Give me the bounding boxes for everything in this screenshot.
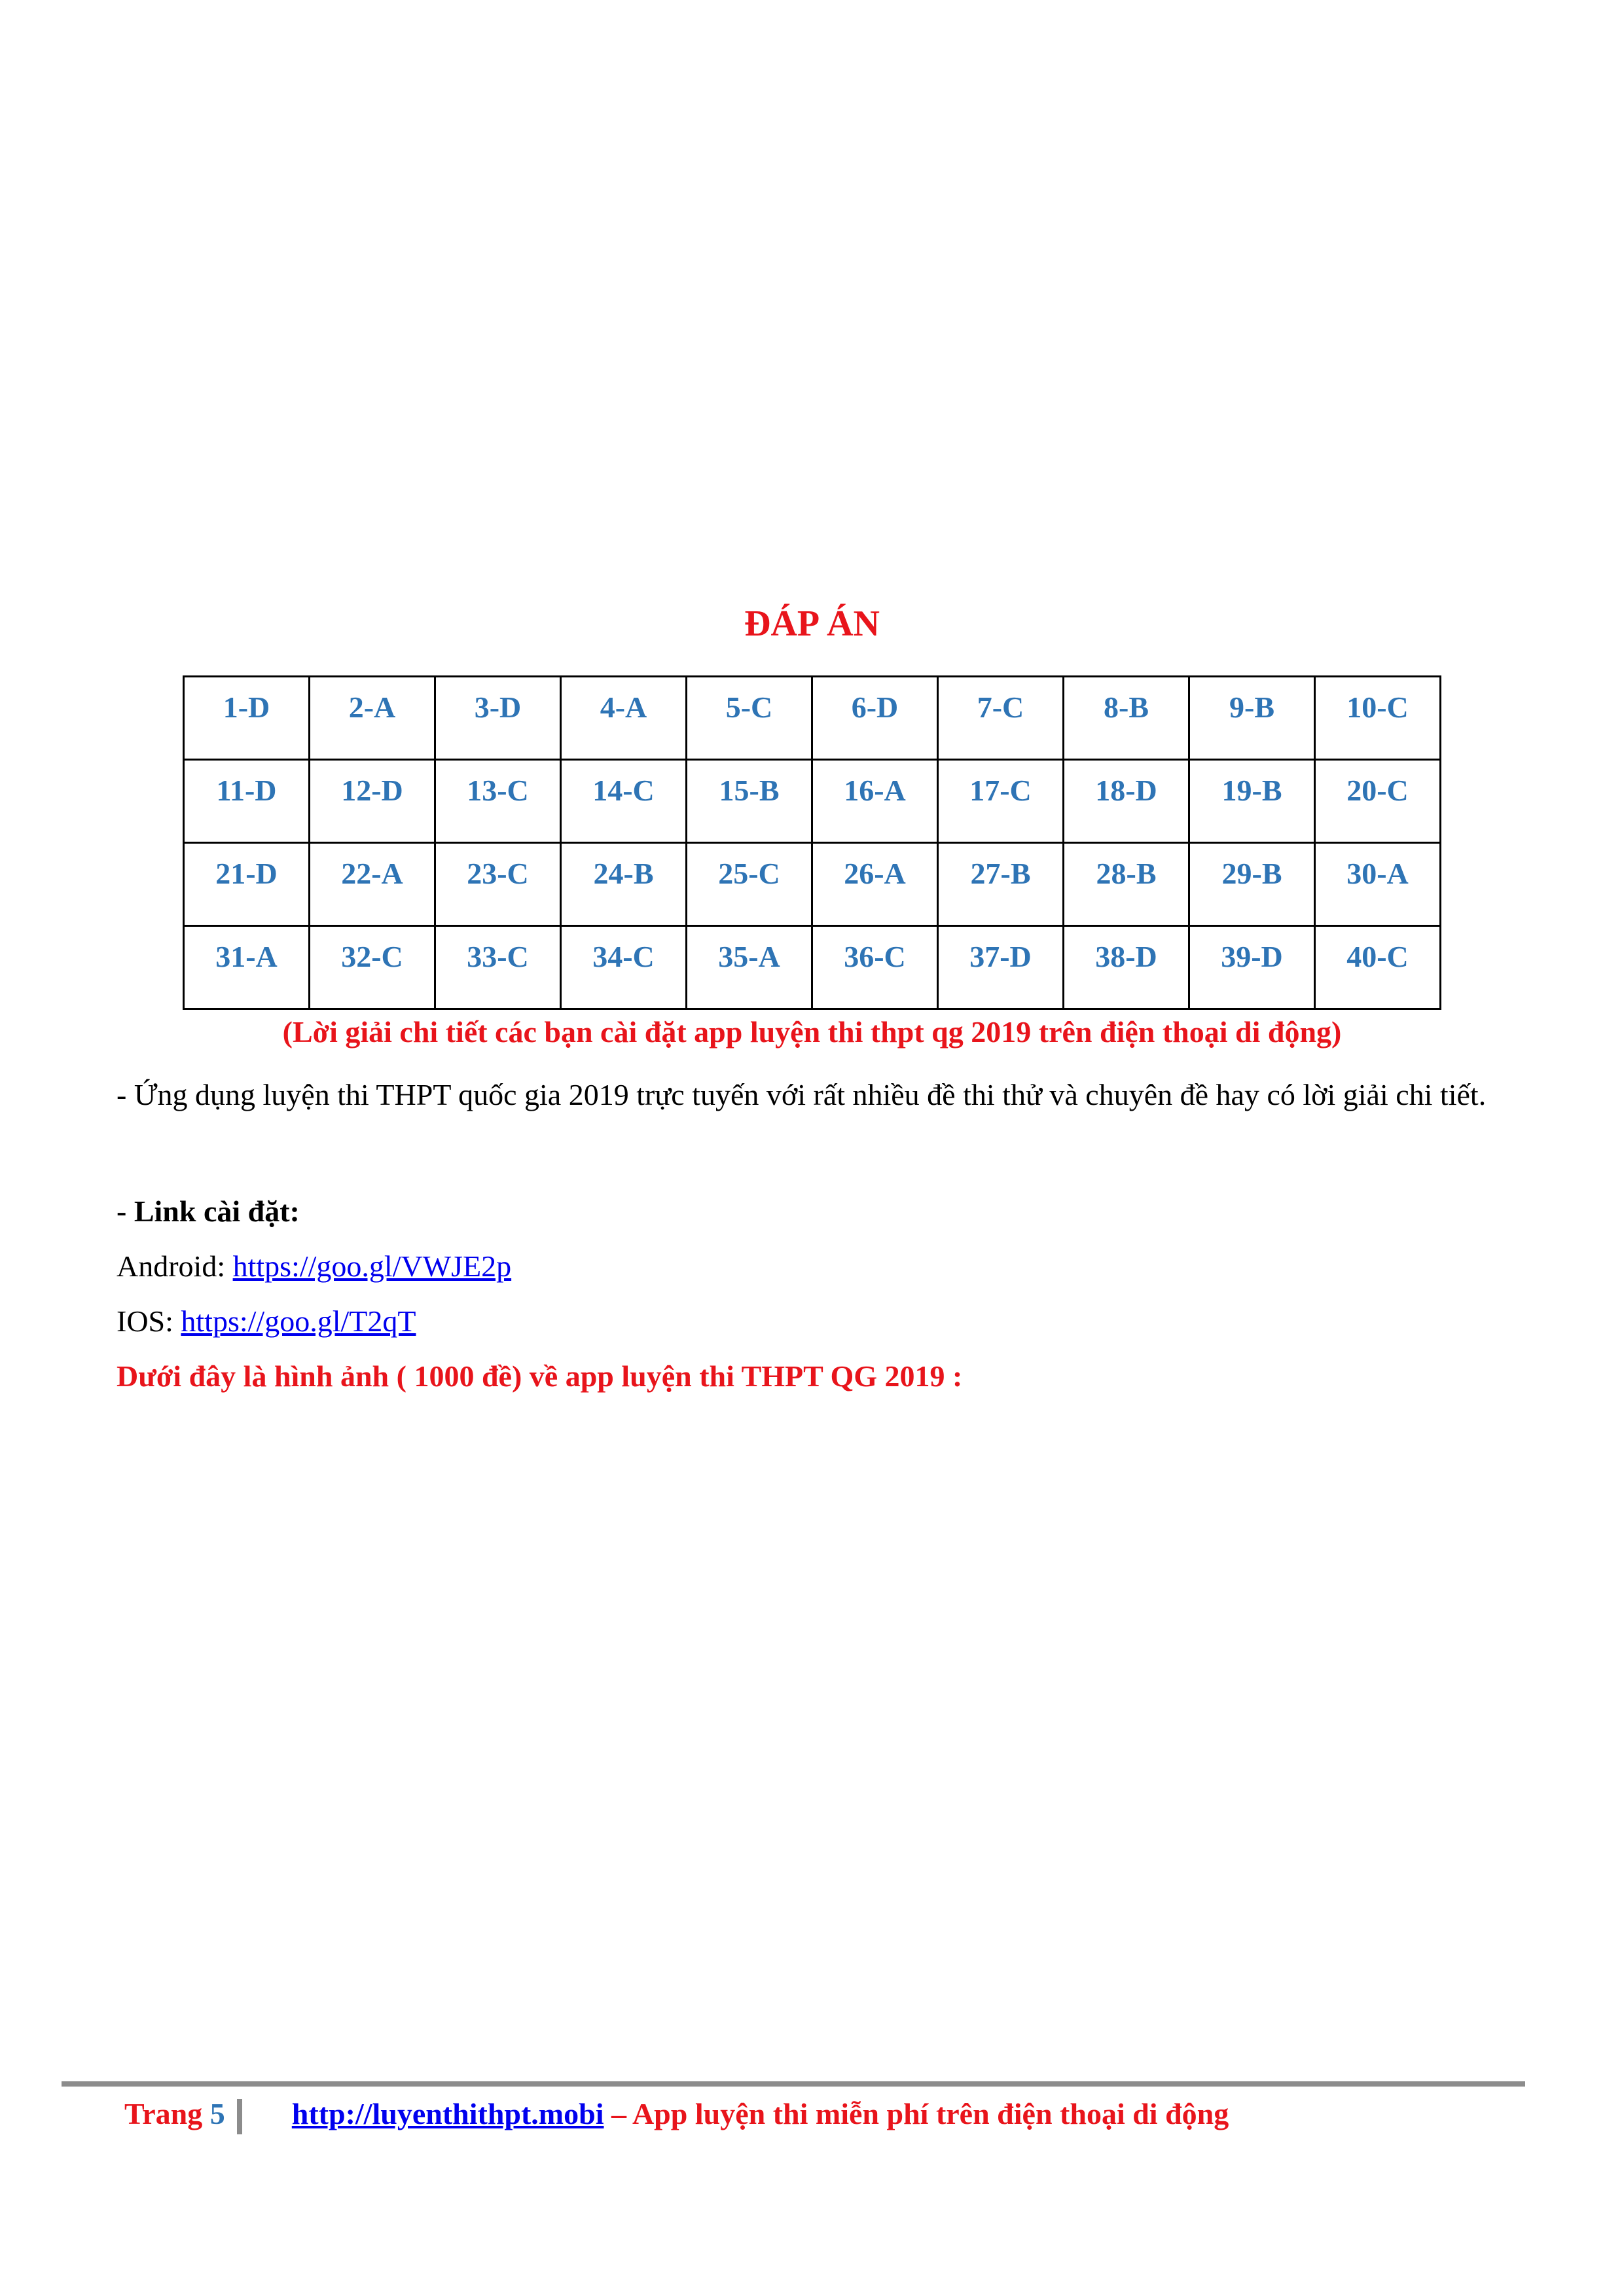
answer-cell: 34-C xyxy=(561,926,687,1009)
answer-cell: 3-D xyxy=(435,677,561,760)
answer-cell: 5-C xyxy=(687,677,812,760)
answer-cell: 17-C xyxy=(938,760,1064,843)
answer-cell: 7-C xyxy=(938,677,1064,760)
answer-cell: 16-A xyxy=(812,760,938,843)
answer-cell: 20-C xyxy=(1315,760,1441,843)
android-link-line xyxy=(117,1246,511,1287)
answer-cell: 14-C xyxy=(561,760,687,843)
table-row xyxy=(184,677,1441,760)
answer-cell: 29-B xyxy=(1189,843,1315,926)
answer-cell: 22-A xyxy=(310,843,435,926)
android-label: Android: xyxy=(117,1249,233,1283)
solution-note: (Lời giải chi tiết các bạn cài đặt app luyện thi thpt qg 2019 trên điện thoại di động) xyxy=(282,1015,1342,1049)
answer-cell: 38-D xyxy=(1064,926,1189,1009)
answer-cell: 24-B xyxy=(561,843,687,926)
install-link-heading: - Link cài đặt: xyxy=(117,1194,300,1228)
answer-cell: 37-D xyxy=(938,926,1064,1009)
table-row xyxy=(184,843,1441,926)
answer-cell: 36-C xyxy=(812,926,938,1009)
answer-cell: 18-D xyxy=(1064,760,1189,843)
answer-cell: 35-A xyxy=(687,926,812,1009)
answer-cell: 13-C xyxy=(435,760,561,843)
answer-cell: 4-A xyxy=(561,677,687,760)
answer-cell: 30-A xyxy=(1315,843,1441,926)
answer-cell: 12-D xyxy=(310,760,435,843)
answer-cell: 27-B xyxy=(938,843,1064,926)
answer-cell: 10-C xyxy=(1315,677,1441,760)
app-intro-paragraph: - Ứng dụng luyện thi THPT quốc gia 2019 trực tuyến với rất nhiều đề thi thử và chuyên đề hay có lời giải chi tiết. xyxy=(117,1078,1487,1111)
answer-cell: 32-C xyxy=(310,926,435,1009)
footer-site-link[interactable]: http://luyenthithpt.mobi xyxy=(291,2097,604,2130)
footer-separator xyxy=(237,2099,242,2134)
ios-label: IOS: xyxy=(117,1304,181,1338)
answer-cell: 6-D xyxy=(812,677,938,760)
table-row xyxy=(184,760,1441,843)
answer-cell: 26-A xyxy=(812,843,938,926)
answer-key-title: ĐÁP ÁN xyxy=(744,603,880,644)
answer-cell: 1-D xyxy=(184,677,310,760)
app-images-caption: Dưới đây là hình ảnh ( 1000 đề) về app luyện thi THPT QG 2019 : xyxy=(117,1359,963,1393)
answer-cell: 19-B xyxy=(1189,760,1315,843)
answer-cell: 28-B xyxy=(1064,843,1189,926)
ios-install-link[interactable]: https://goo.gl/T2qT xyxy=(181,1304,416,1338)
footer-page-number: 5 xyxy=(209,2097,225,2130)
footer-tagline: – App luyện thi miễn phí trên điện thoại di động xyxy=(604,2097,1229,2130)
answer-cell: 21-D xyxy=(184,843,310,926)
answer-cell: 11-D xyxy=(184,760,310,843)
answer-key-table xyxy=(183,675,1441,1010)
footer-page-label: Trang xyxy=(124,2097,210,2130)
answer-cell: 9-B xyxy=(1189,677,1315,760)
ios-link-line xyxy=(117,1301,416,1342)
answer-cell: 31-A xyxy=(184,926,310,1009)
answer-cell: 39-D xyxy=(1189,926,1315,1009)
footer-divider xyxy=(62,2081,1525,2087)
table-row xyxy=(184,926,1441,1009)
answer-cell: 15-B xyxy=(687,760,812,843)
page-footer xyxy=(124,2093,1229,2135)
android-install-link[interactable]: https://goo.gl/VWJE2p xyxy=(232,1249,512,1283)
answer-cell: 33-C xyxy=(435,926,561,1009)
answer-cell: 40-C xyxy=(1315,926,1441,1009)
answer-cell: 8-B xyxy=(1064,677,1189,760)
answer-cell: 23-C xyxy=(435,843,561,926)
answer-cell: 2-A xyxy=(310,677,435,760)
answer-cell: 25-C xyxy=(687,843,812,926)
